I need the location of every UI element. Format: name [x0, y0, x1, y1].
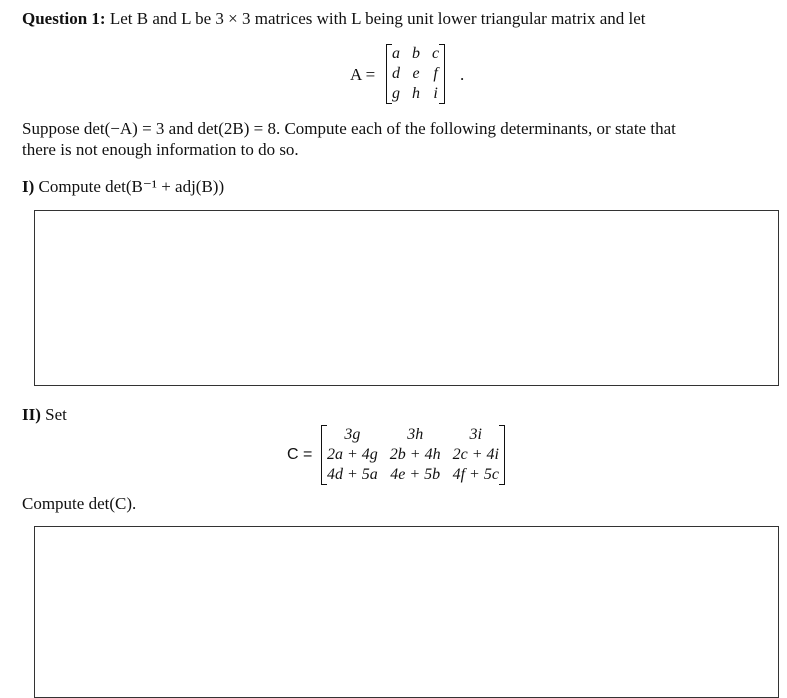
matrix-a — [386, 44, 445, 104]
matrix-c-cell: 3g — [344, 426, 361, 443]
matrix-a-cell: i — [433, 85, 438, 102]
question-intro: Let B and L be 3 × 3 matrices with L being unit lower triangular matrix and let — [109, 9, 646, 28]
matrix-c-cell: 4d + 5a — [327, 466, 378, 483]
matrix-a-cell: a — [392, 45, 400, 62]
part-2-heading — [22, 405, 67, 425]
suppose-line-1: Suppose det(−A) = 3 and det(2B) = 8. Compute each of the following determinants, or state that — [22, 119, 676, 138]
matrix-c-cell: 4e + 5b — [390, 466, 441, 483]
part-2-compute-text: Compute det(C). — [22, 494, 137, 513]
part-1-heading — [22, 177, 224, 197]
part-2-set-text: Set — [45, 405, 67, 424]
matrix-c-cell: 2a + 4g — [327, 446, 378, 463]
matrix-a-cell: b — [412, 45, 420, 62]
matrix-a-cell: c — [432, 45, 440, 62]
matrix-c-cell: 3i — [469, 426, 482, 443]
matrix-a-label: A = — [350, 65, 376, 84]
matrix-a-suffix: . — [460, 65, 465, 84]
part-1-answer-box[interactable] — [34, 210, 779, 386]
matrix-c-cell: 2b + 4h — [389, 446, 441, 463]
matrix-c-label: C = — [287, 446, 313, 463]
part-2-label: II) — [22, 405, 41, 424]
matrix-c-left-bracket — [321, 425, 327, 485]
matrix-a-cell: e — [412, 65, 420, 82]
matrix-c-cell: 2c + 4i — [452, 446, 499, 463]
part-1-label: I) — [22, 177, 35, 196]
question-heading-line — [22, 9, 646, 29]
part-1-text: Compute det(B⁻¹ + adj(B)) — [38, 177, 225, 196]
matrix-c — [321, 425, 505, 485]
matrix-a-cell: d — [392, 65, 400, 82]
matrix-a-cell: f — [433, 65, 438, 82]
matrix-c-cell: 4f + 5c — [452, 466, 499, 483]
matrix-a-left-bracket — [386, 44, 392, 104]
matrix-a-right-bracket — [439, 44, 445, 104]
matrix-c-cell: 3h — [407, 426, 424, 443]
matrix-c-right-bracket — [499, 425, 505, 485]
question-heading: Question 1: — [22, 9, 106, 28]
matrix-a-cell: g — [392, 85, 400, 102]
suppose-line-2: there is not enough information to do so. — [22, 140, 299, 159]
part-2-answer-box[interactable] — [34, 526, 779, 698]
matrix-a-cell: h — [412, 85, 420, 102]
